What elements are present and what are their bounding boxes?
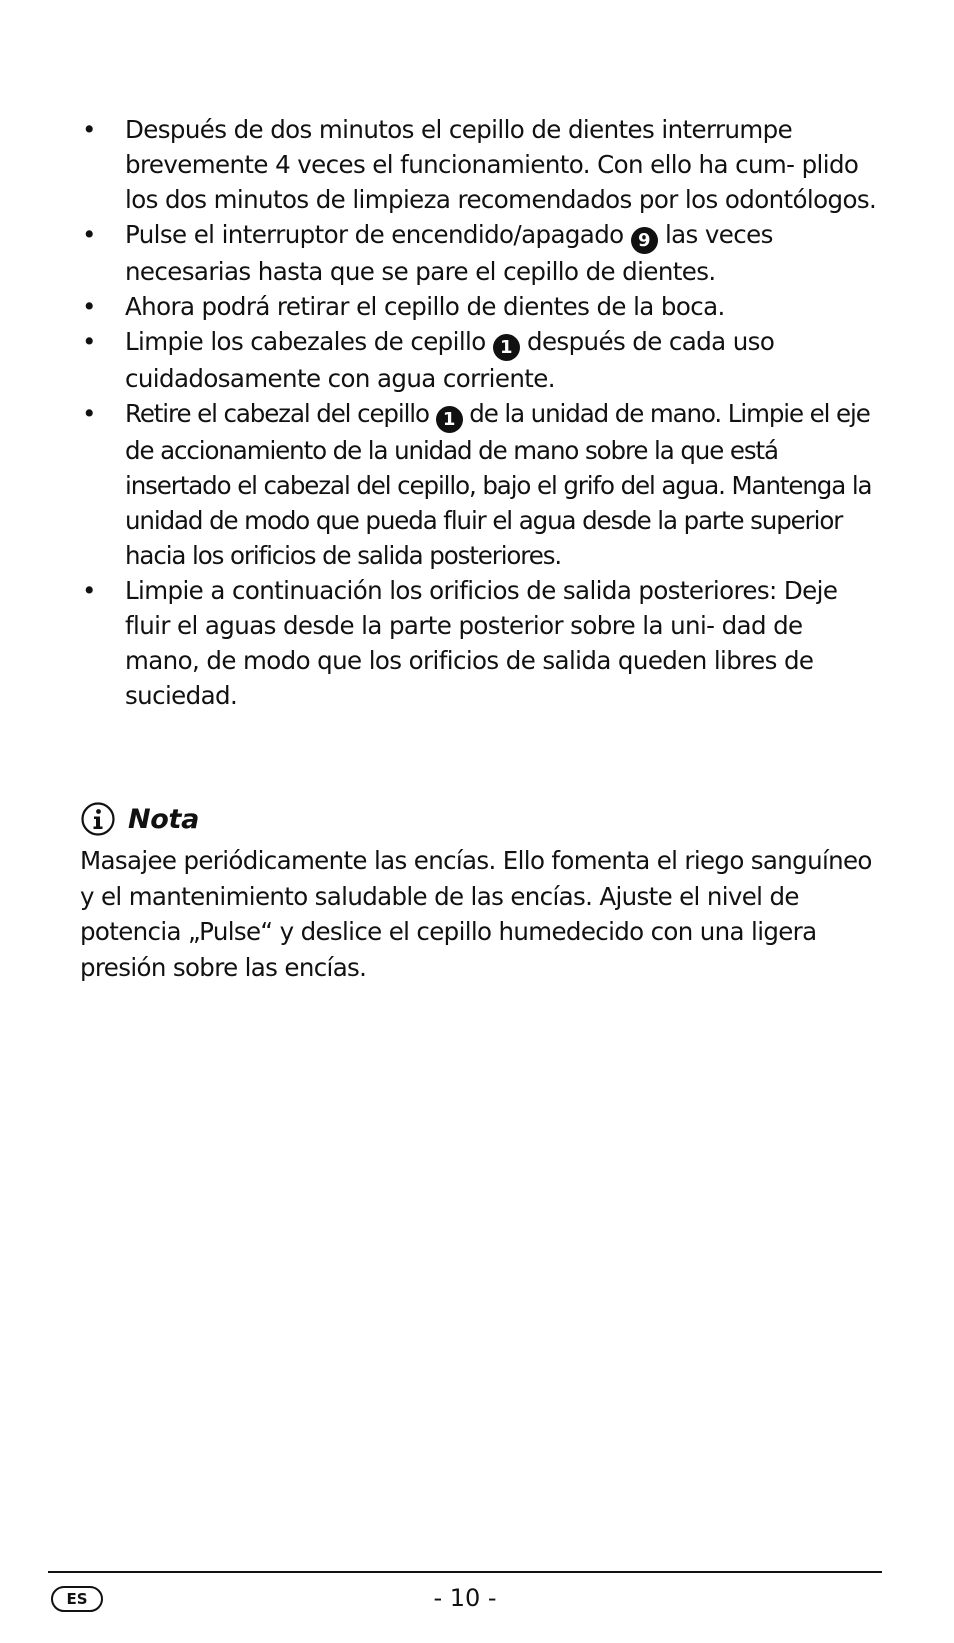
info-icon — [80, 801, 116, 837]
list-item-text: las veces necesarias hasta que se pare el cepillo de dientes. — [125, 220, 773, 286]
list-item-text: Limpie los cabezales de cepillo — [125, 327, 493, 356]
list-item-text: Ahora podrá retirar el cepillo de dientes de la boca. — [125, 292, 725, 321]
part-number-badge: 9 — [631, 227, 658, 254]
list-item — [80, 289, 880, 324]
bullet-dot: • — [82, 576, 96, 605]
list-item — [80, 396, 880, 573]
list-item-text: Retire el cabezal del cepillo — [125, 399, 436, 428]
page-number: - 10 - — [433, 1584, 497, 1612]
list-item-text: Pulse el interruptor de encendido/apagado — [125, 220, 631, 249]
list-item-text: Limpie a continuación los orificios de salida posteriores: Deje fluir el aguas desde la parte posterior sobre la uni- dad de mano, de modo que los orificios de salida queden libres de suciedad. — [125, 576, 838, 710]
bullet-list — [80, 112, 880, 713]
bullet-dot: • — [82, 292, 96, 321]
list-item-text: después de cada uso cuidadosamente con agua corriente. — [125, 327, 775, 393]
list-item — [80, 217, 880, 289]
bullet-dot: • — [82, 399, 96, 428]
footer-divider — [48, 1571, 882, 1573]
part-number-badge: 1 — [436, 406, 463, 433]
bullet-dot: • — [82, 115, 96, 144]
note-heading — [80, 800, 199, 838]
note-body: Masajee periódicamente las encías. Ello fomenta el riego sanguíneo y el mantenimiento saludable de las encías. Ajuste el nivel de potencia „Pulse“ y deslice el cepillo humedecido con una ligera presión sobre las encías. — [80, 846, 872, 982]
list-item — [80, 112, 880, 217]
part-number-badge: 1 — [493, 334, 520, 361]
list-item — [80, 573, 880, 713]
note-title: Nota — [128, 803, 200, 835]
list-item-text: de la unidad de mano. Limpie el eje de accionamiento de la unidad de mano sobre la que está insertado el cabezal del cepillo, bajo el grifo del agua. Mantenga la unidad de modo que pueda fluir el agua desde la parte superior hacia los orificios de salida posteriores. — [125, 399, 872, 570]
bullet-dot: • — [82, 220, 96, 249]
list-item-text: Después de dos minutos el cepillo de dientes interrumpe brevemente 4 veces el funcionamiento. Con ello ha cum- plido los dos minutos de limpieza recomendados por los odontólogos. — [125, 115, 877, 214]
list-item — [80, 324, 880, 396]
bullet-dot: • — [82, 327, 96, 356]
language-badge: ES — [51, 1586, 103, 1612]
